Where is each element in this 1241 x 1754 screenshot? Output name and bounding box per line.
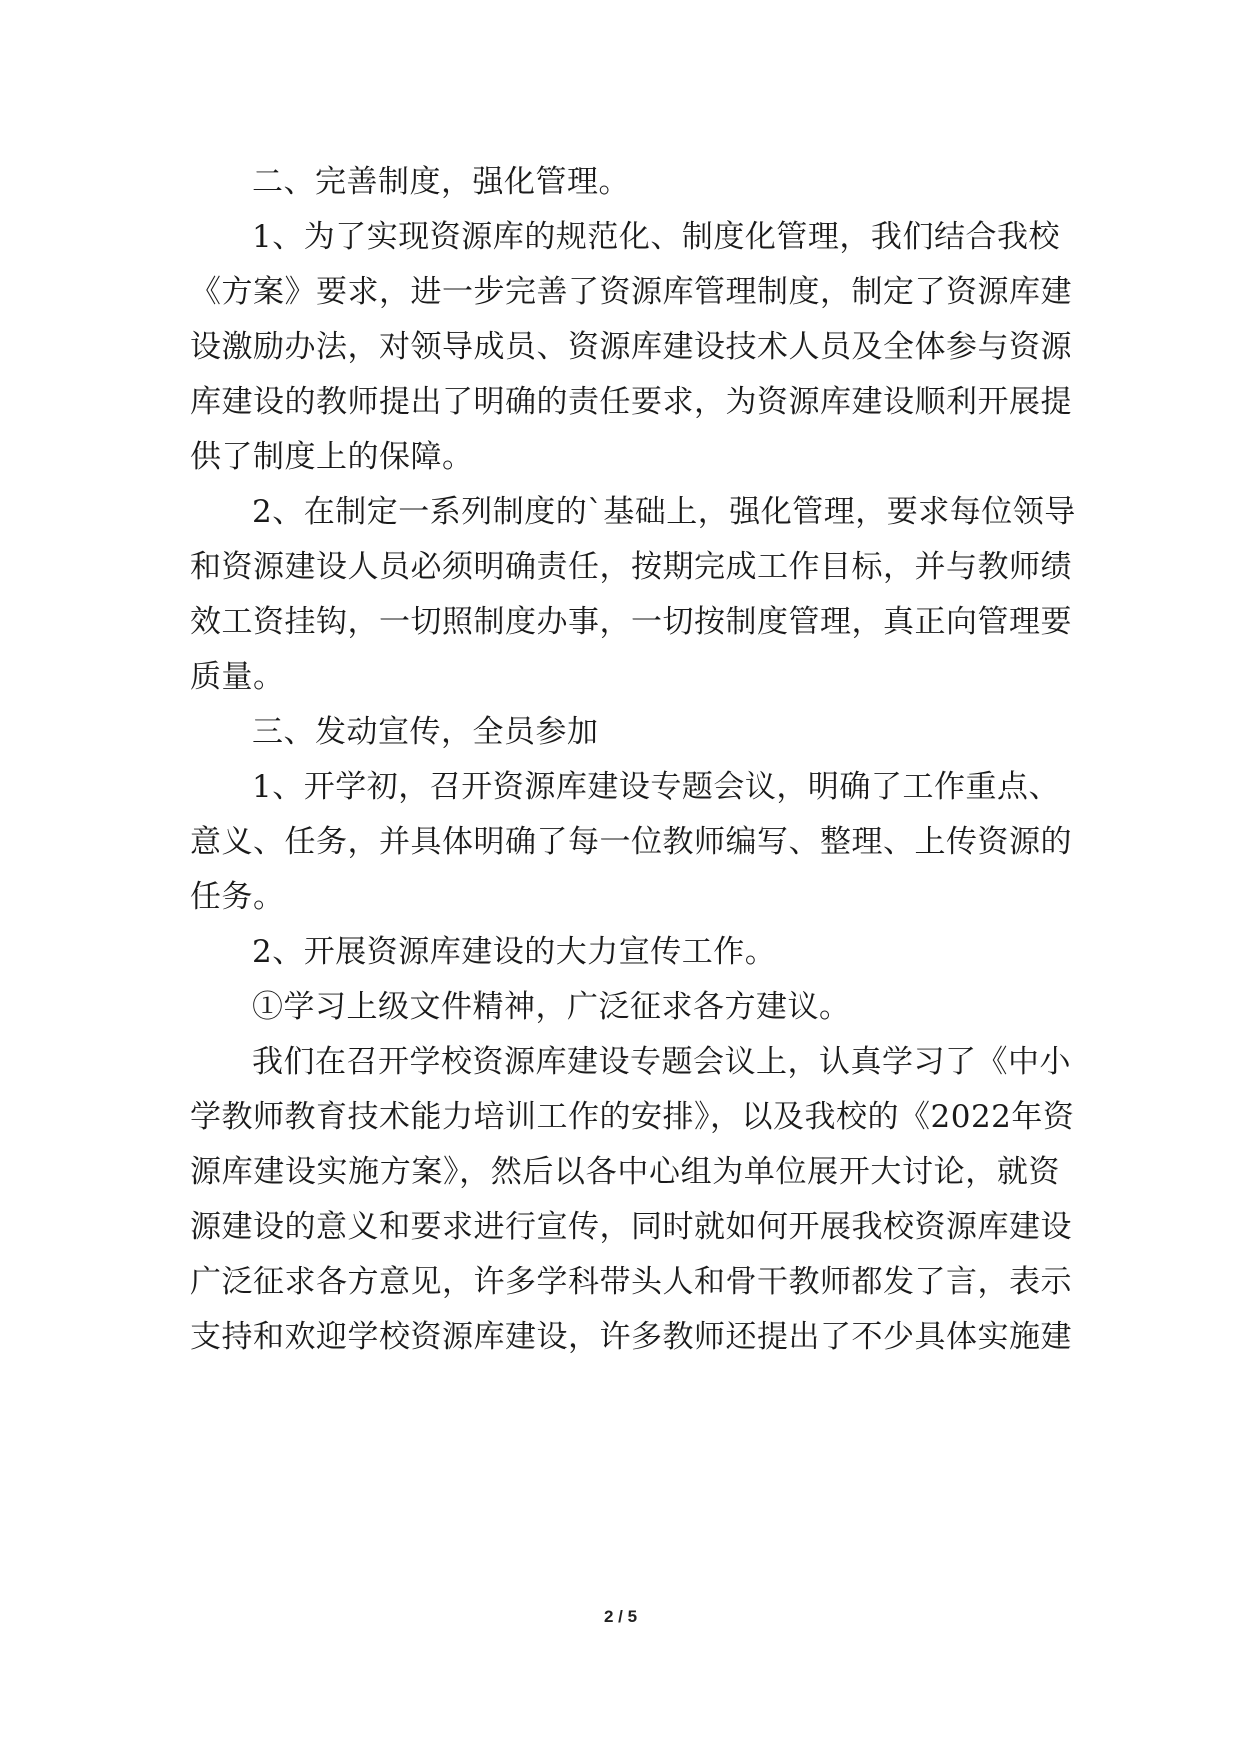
paragraph-line: 任务。 bbox=[190, 879, 285, 915]
paragraph-line: 源建设的意义和要求进行宣传，同时就如何开展我校资源库建设 bbox=[190, 1209, 1072, 1245]
section-heading-two: 二、完善制度，强化管理。 bbox=[252, 164, 630, 200]
paragraph-line: 质量。 bbox=[190, 659, 285, 695]
paragraph-line: 学教师教育技术能力培训工作的安排》，以及我校的《2022年资 bbox=[190, 1099, 1075, 1135]
paragraph-line: 广泛征求各方意见，许多学科带头人和骨干教师都发了言，表示 bbox=[190, 1264, 1072, 1300]
paragraph-line: 和资源建设人员必须明确责任，按期完成工作目标，并与教师绩 bbox=[190, 549, 1072, 585]
paragraph-line: ①学习上级文件精神，广泛征求各方建议。 bbox=[252, 989, 851, 1025]
paragraph-line: 设激励办法，对领导成员、资源库建设技术人员及全体参与资源 bbox=[190, 329, 1072, 365]
paragraph-line: 源库建设实施方案》，然后以各中心组为单位展开大讨论，就资 bbox=[190, 1154, 1060, 1190]
paragraph-line: 支持和欢迎学校资源库建设，许多教师还提出了不少具体实施建 bbox=[190, 1319, 1072, 1355]
paragraph-line: 供了制度上的保障。 bbox=[190, 439, 474, 475]
paragraph-line: 《方案》要求，进一步完善了资源库管理制度，制定了资源库建 bbox=[190, 274, 1072, 310]
page-number: 2 / 5 bbox=[603, 1607, 638, 1626]
paragraph-line: 2、在制定一系列制度的`基础上，强化管理，要求每位领导 bbox=[252, 494, 1076, 530]
paragraph-line: 2、开展资源库建设的大力宣传工作。 bbox=[252, 934, 777, 970]
paragraph-line: 效工资挂钩，一切照制度办事，一切按制度管理，真正向管理要 bbox=[190, 604, 1072, 640]
paragraph-line: 1、为了实现资源库的规范化、制度化管理，我们结合我校 bbox=[252, 219, 1060, 255]
paragraph-line: 1、开学初，召开资源库建设专题会议，明确了工作重点、 bbox=[252, 769, 1060, 805]
paragraph-line: 库建设的教师提出了明确的责任要求，为资源库建设顺利开展提 bbox=[190, 384, 1072, 420]
section-heading-three: 三、发动宣传，全员参加 bbox=[252, 714, 599, 750]
paragraph-line: 意义、任务，并具体明确了每一位教师编写、整理、上传资源的 bbox=[190, 824, 1072, 860]
paragraph-line: 我们在召开学校资源库建设专题会议上，认真学习了《中小 bbox=[252, 1044, 1071, 1080]
